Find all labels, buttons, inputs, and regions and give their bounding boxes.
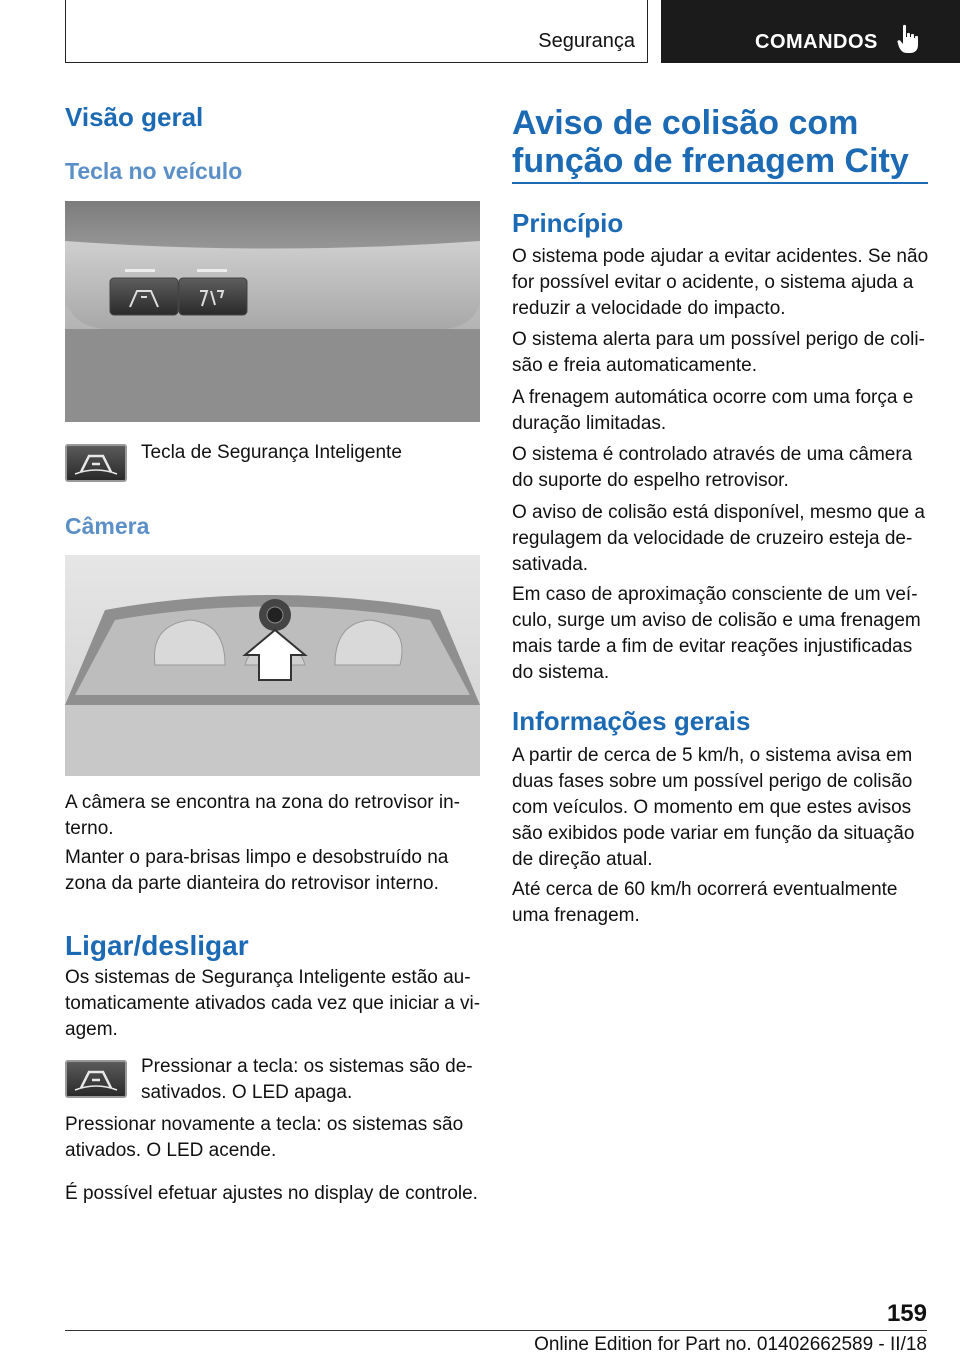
main-heading: Aviso de colisão com função de frenagem City [512, 104, 909, 180]
onoff-heading: Ligar/desligar [65, 930, 249, 961]
principle-p5: O aviso de colisão está disponível, mesmo que a regulagem da velocidade de cruzeiro esteja de- sativada. [512, 502, 925, 575]
info-p1: A partir de cerca de 5 km/h, o sistema avisa em duas fases sobre um possível perigo de colisão com veículos. O momento em que estes avisos são exibidos pode variar em função da situação de direção atual. [512, 745, 915, 870]
chapter-title: COMANDOS [755, 31, 878, 53]
overview-heading: Visão geral [65, 102, 204, 132]
principle-p2: O sistema alerta para um possível perigo de coli- são e freia automaticamente. [512, 329, 925, 376]
header-section-box [65, 0, 648, 63]
header-chapter-tab [661, 0, 960, 63]
intelligent-safety-button-icon [65, 1060, 127, 1098]
intelligent-safety-button-icon [65, 444, 127, 482]
principle-p1: O sistema pode ajudar a evitar acidentes. Se não for possível evitar o acidente, o sistema ajuda a reduzir a velocidade do impacto. [512, 246, 929, 319]
footer-rule [65, 1330, 927, 1331]
camera-subheading: Câmera [65, 513, 150, 539]
camera-text-1: A câmera se encontra na zona do retrovisor in- terno. [65, 792, 460, 839]
page-number: 159 [886, 1300, 927, 1327]
camera-location-photo [65, 555, 480, 776]
info-p2: Até cerca de 60 km/h ocorrerá eventualmente uma frenagem. [512, 879, 898, 926]
general-info-heading: Informações gerais [512, 706, 751, 736]
onoff-text-2: Pressionar a tecla: os sistemas são de- sativados. O LED apaga. [141, 1056, 473, 1103]
principle-heading: Princípio [512, 208, 624, 238]
principle-p3: A frenagem automática ocorre com uma força e duração limitadas. [512, 387, 914, 434]
button-panel-photo [65, 201, 480, 422]
principle-p4: O sistema é controlado através de uma câmera do suporte do espelho retrovisor. [512, 444, 913, 491]
button-subheading: Tecla no veículo [65, 158, 243, 184]
button-caption: Tecla de Segurança Inteligente [141, 442, 402, 463]
footer-edition: Online Edition for Part no. 01402662589 - II/18 [534, 1334, 927, 1355]
principle-p6: Em caso de aproximação consciente de um veí- culo, surge um aviso de colisão e uma frenagem mais tarde a fim de evitar reações injustificadas do sistema. [512, 584, 921, 683]
onoff-text-4: É possível efetuar ajustes no display de controle. [65, 1183, 478, 1204]
camera-text-2: Manter o para-brisas limpo e desobstruído na zona da parte dianteira do retrovisor interno. [65, 847, 449, 894]
section-title: Segurança [538, 30, 635, 52]
onoff-text-3: Pressionar novamente a tecla: os sistemas são ativados. O LED acende. [65, 1114, 464, 1161]
heading-rule [512, 182, 928, 184]
pointing-hand-icon [897, 24, 919, 54]
onoff-text-1: Os sistemas de Segurança Inteligente estão au- tomaticamente ativados cada vez que iniciar a vi- agem. [65, 967, 481, 1040]
